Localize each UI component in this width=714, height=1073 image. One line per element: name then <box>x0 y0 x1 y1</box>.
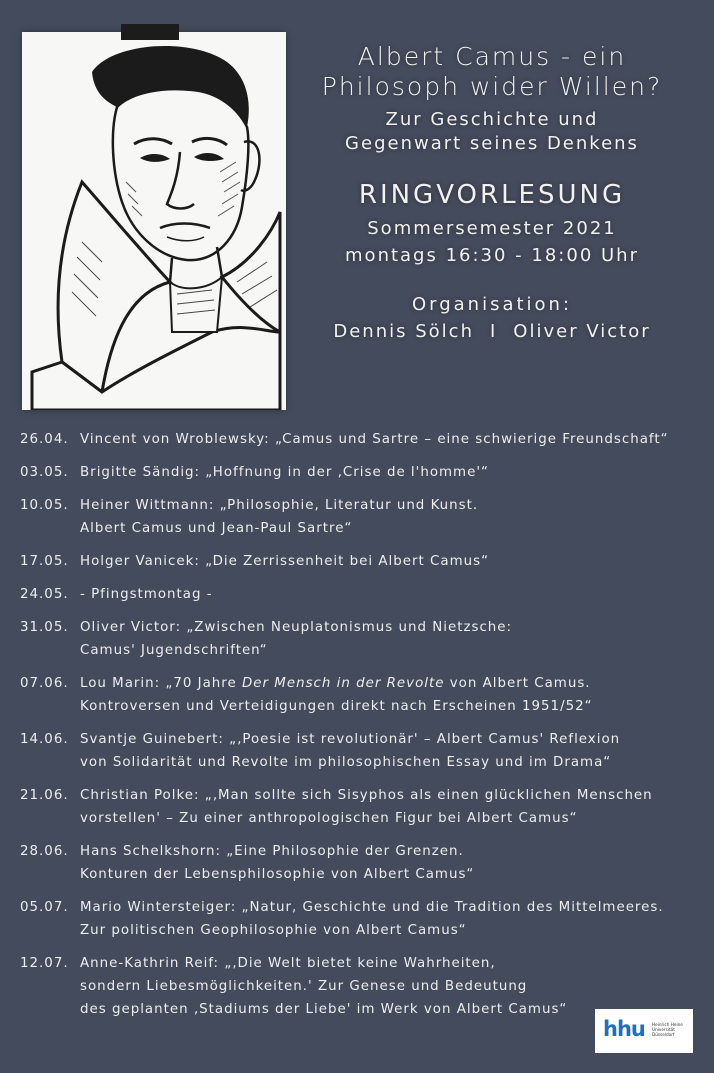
entry-lines <box>80 728 620 774</box>
entry-line: Christian Polke: „‚Man sollte sich Sisyphos als einen glücklichen Menschen <box>80 788 653 803</box>
entry-date: 10.05. <box>20 498 69 513</box>
entry-lines <box>80 550 489 573</box>
entry-line: - Pfingstmontag - <box>80 587 213 602</box>
schedule-entry <box>20 672 706 718</box>
logo-line-3: Düsseldorf <box>652 1032 675 1037</box>
entry-lines <box>80 672 593 718</box>
poster-title <box>288 42 696 102</box>
entry-date: 21.06. <box>20 788 69 803</box>
entry-line: von Solidarität und Revolte im philosophischen Essay und im Drama“ <box>80 755 612 770</box>
schedule-entry <box>20 896 706 942</box>
logo-line-2: Universität <box>652 1027 675 1032</box>
entry-line: Brigitte Sändig: „Hoffnung in der ‚Crise de l'homme'“ <box>80 465 489 480</box>
entry-line: Lou Marin: „70 Jahre Der Mensch in der Revolte von Albert Camus. <box>80 676 591 691</box>
organisation-label: Organisation: <box>411 294 573 315</box>
schedule-entry <box>20 616 706 662</box>
entry-line: Zur politischen Geophilosophie von Albert Camus“ <box>80 923 467 938</box>
schedule-entry <box>20 784 706 830</box>
entry-lines <box>80 896 664 942</box>
entry-line: Konturen der Lebensphilosophie von Albert Camus“ <box>80 867 475 882</box>
entry-lines <box>80 952 567 1021</box>
schedule-entry <box>20 494 706 540</box>
entry-line: Albert Camus und Jean-Paul Sartre“ <box>80 521 353 536</box>
entry-line: Holger Vanicek: „Die Zerrissenheit bei Albert Camus“ <box>80 554 490 569</box>
entry-date: 28.06. <box>20 844 69 859</box>
entry-date: 17.05. <box>20 554 69 569</box>
semester-label: Sommersemester 2021 <box>367 218 617 239</box>
entry-date: 31.05. <box>20 620 69 635</box>
entry-line: Heiner Wittmann: „Philosophie, Literatur und Kunst. <box>80 498 479 513</box>
entry-date: 03.05. <box>20 465 69 480</box>
tape-strip <box>121 24 179 40</box>
entry-line: Hans Schelkshorn: „Eine Philosophie der Grenzen. <box>80 844 464 859</box>
organisers <box>288 321 696 342</box>
schedule-entry <box>20 728 706 774</box>
hhu-logo <box>595 1009 693 1053</box>
series-label: RINGVORLESUNG <box>358 180 626 210</box>
time-label: montags 16:30 - 18:00 Uhr <box>345 245 639 266</box>
organiser-2: Oliver Victor <box>513 321 651 342</box>
hhu-logo-subtext <box>652 1022 683 1037</box>
entry-lines <box>80 616 512 662</box>
subtitle-line-1: Zur Geschichte und <box>385 109 599 130</box>
entry-date: 05.07. <box>20 900 69 915</box>
entry-line: sondern Liebesmöglichkeiten.' Zur Genese und Bedeutung <box>80 979 528 994</box>
subtitle-line-2: Gegenwart seines Denkens <box>345 133 639 154</box>
entry-line: Camus' Jugendschriften“ <box>80 643 268 658</box>
entry-date: 24.05. <box>20 587 69 602</box>
camus-portrait-illustration <box>22 32 286 410</box>
entry-lines <box>80 428 669 451</box>
entry-line: Svantje Guinebert: „‚Poesie ist revolutionär' – Albert Camus' Reflexion <box>80 732 621 747</box>
entry-line: Kontroversen und Verteidigungen direkt nach Erscheinen 1951/52“ <box>80 699 593 714</box>
hhu-logo-text: hhu <box>603 1017 645 1041</box>
entry-date: 07.06. <box>20 676 69 691</box>
title-line-2: Philosoph wider Willen? <box>321 72 663 101</box>
entry-line: Vincent von Wroblewsky: „Camus und Sartre – eine schwierige Freundschaft“ <box>80 432 669 447</box>
entry-line: Mario Wintersteiger: „Natur, Geschichte und die Tradition des Mittelmeeres. <box>80 900 664 915</box>
logo-line-1: Heinrich Heine <box>652 1022 683 1027</box>
poster-subtitle <box>288 108 696 156</box>
organiser-separator: I <box>489 321 498 342</box>
entry-line: vorstellen' – Zu einer anthropologischen Figur bei Albert Camus“ <box>80 811 578 826</box>
entry-lines <box>80 494 478 540</box>
entry-lines <box>80 840 474 886</box>
book-title: Der Mensch in der Revolte <box>241 676 445 691</box>
portrait-drawing <box>22 32 286 410</box>
schedule-entry <box>20 550 706 573</box>
lecture-schedule <box>20 428 706 1031</box>
entry-lines <box>80 583 213 606</box>
header-block <box>288 42 696 342</box>
schedule-entry <box>20 840 706 886</box>
entry-line: Anne-Kathrin Reif: „‚Die Welt bietet keine Wahrheiten, <box>80 956 496 971</box>
entry-date: 26.04. <box>20 432 69 447</box>
entry-line: Oliver Victor: „Zwischen Neuplatonismus und Nietzsche: <box>80 620 513 635</box>
schedule-entry <box>20 461 706 484</box>
schedule-entry <box>20 428 706 451</box>
title-line-1: Albert Camus - ein <box>357 42 627 71</box>
organiser-1: Dennis Sölch <box>333 321 474 342</box>
entry-lines <box>80 784 653 830</box>
entry-date: 14.06. <box>20 732 69 747</box>
entry-lines <box>80 461 489 484</box>
entry-date: 12.07. <box>20 956 69 971</box>
schedule-entry <box>20 583 706 606</box>
entry-line: des geplanten ‚Stadiums der Liebe' im Werk von Albert Camus“ <box>80 1002 568 1017</box>
